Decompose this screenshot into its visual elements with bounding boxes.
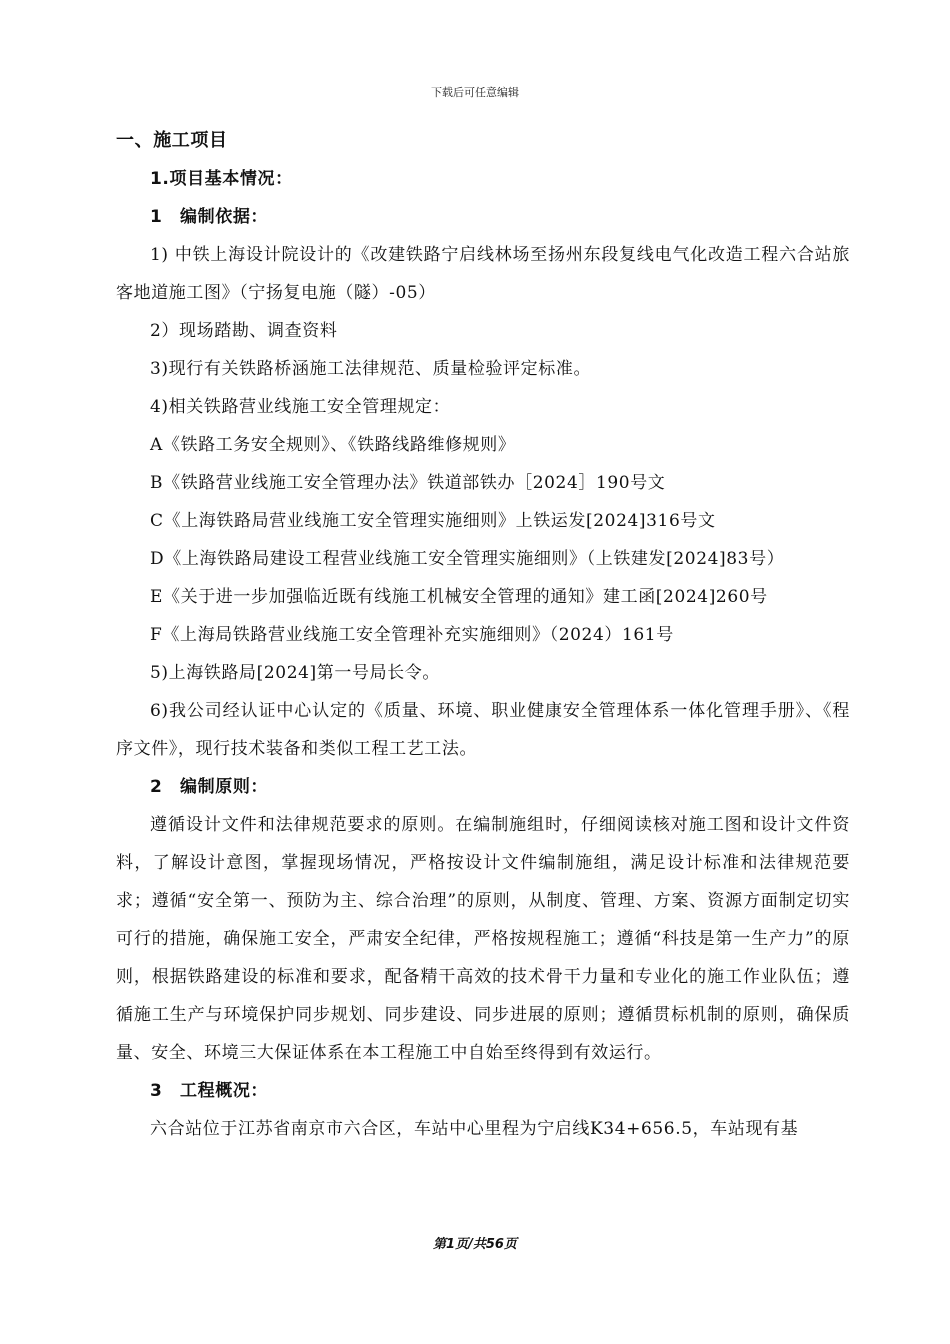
subsection-title: 1.项目基本情况： [150, 169, 293, 189]
basis-item-1: 1) 中铁上海设计院设计的《改建铁路宁启线林场至扬州东段复线电气化改造工程六合站旅客地道施工图》（宁扬复电施（隧）-05） [116, 245, 850, 303]
basis-item-c: C《上海铁路局营业线施工安全管理实施细则》上铁运发[2024]316号文 [150, 511, 716, 531]
overview-text: 六合站位于江苏省南京市六合区，车站中心里程为宁启线K34+656.5，车站现有基 [150, 1119, 799, 1139]
document-body [116, 122, 850, 1148]
basis-heading: 1 编制依据： [150, 207, 269, 227]
basis-item-b: B《铁路营业线施工安全管理办法》铁道部铁办［2024］190号文 [150, 473, 666, 493]
section-title: 一、施工项目 [116, 130, 228, 151]
basis-item-2: 2）现场踏勘、调查资料 [150, 321, 338, 341]
basis-item-4: 4)相关铁路营业线施工安全管理规定： [150, 397, 451, 417]
basis-item-5: 5)上海铁路局[2024]第一号局长令。 [150, 663, 440, 683]
basis-item-a: A《铁路工务安全规则》、《铁路线路维修规则》 [150, 435, 516, 455]
basis-item-3: 3)现行有关铁路桥涵施工法律规范、质量检验评定标准。 [150, 359, 592, 379]
page-header: 下载后可任意编辑 [431, 86, 519, 99]
principle-text: 遵循设计文件和法律规范要求的原则。在编制施组时，仔细阅读核对施工图和设计文件资料，了解设计意图，掌握现场情况，严格按设计文件编制施组，满足设计标准和法律规范要求；遵循“安全第一、预防为主、综合治理”的原则，从制度、管理、方案、资源方面制定切实可行的措施，确保施工安全，严肃安全纪律，严格按规程施工；遵循“科技是第一生产力”的原则，根据铁路建设的标准和要求，配备精干高效的技术骨干力量和专业化的施工作业队伍；遵循施工生产与环境保护同步规划、同步建设、同步进展的原则；遵循贯标机制的原则，确保质量、安全、环境三大保证体系在本工程施工中自始至终得到有效运行。 [116, 815, 850, 1063]
page-footer: 第1页/共56页 [433, 1237, 517, 1252]
overview-heading: 3 工程概况： [150, 1081, 269, 1101]
basis-item-e: E《关于进一步加强临近既有线施工机械安全管理的通知》建工函[2024]260号 [150, 587, 768, 607]
basis-item-d: D《上海铁路局建设工程营业线施工安全管理实施细则》（上铁建发[2024]83号） [150, 549, 785, 569]
basis-item-f: F《上海局铁路营业线施工安全管理补充实施细则》（2024）161号 [150, 625, 674, 645]
principle-heading: 2 编制原则： [150, 777, 269, 797]
basis-item-6: 6)我公司经认证中心认定的《质量、环境、职业健康安全管理体系一体化管理手册》、《程序文件》，现行技术装备和类似工程工艺工法。 [116, 701, 850, 759]
